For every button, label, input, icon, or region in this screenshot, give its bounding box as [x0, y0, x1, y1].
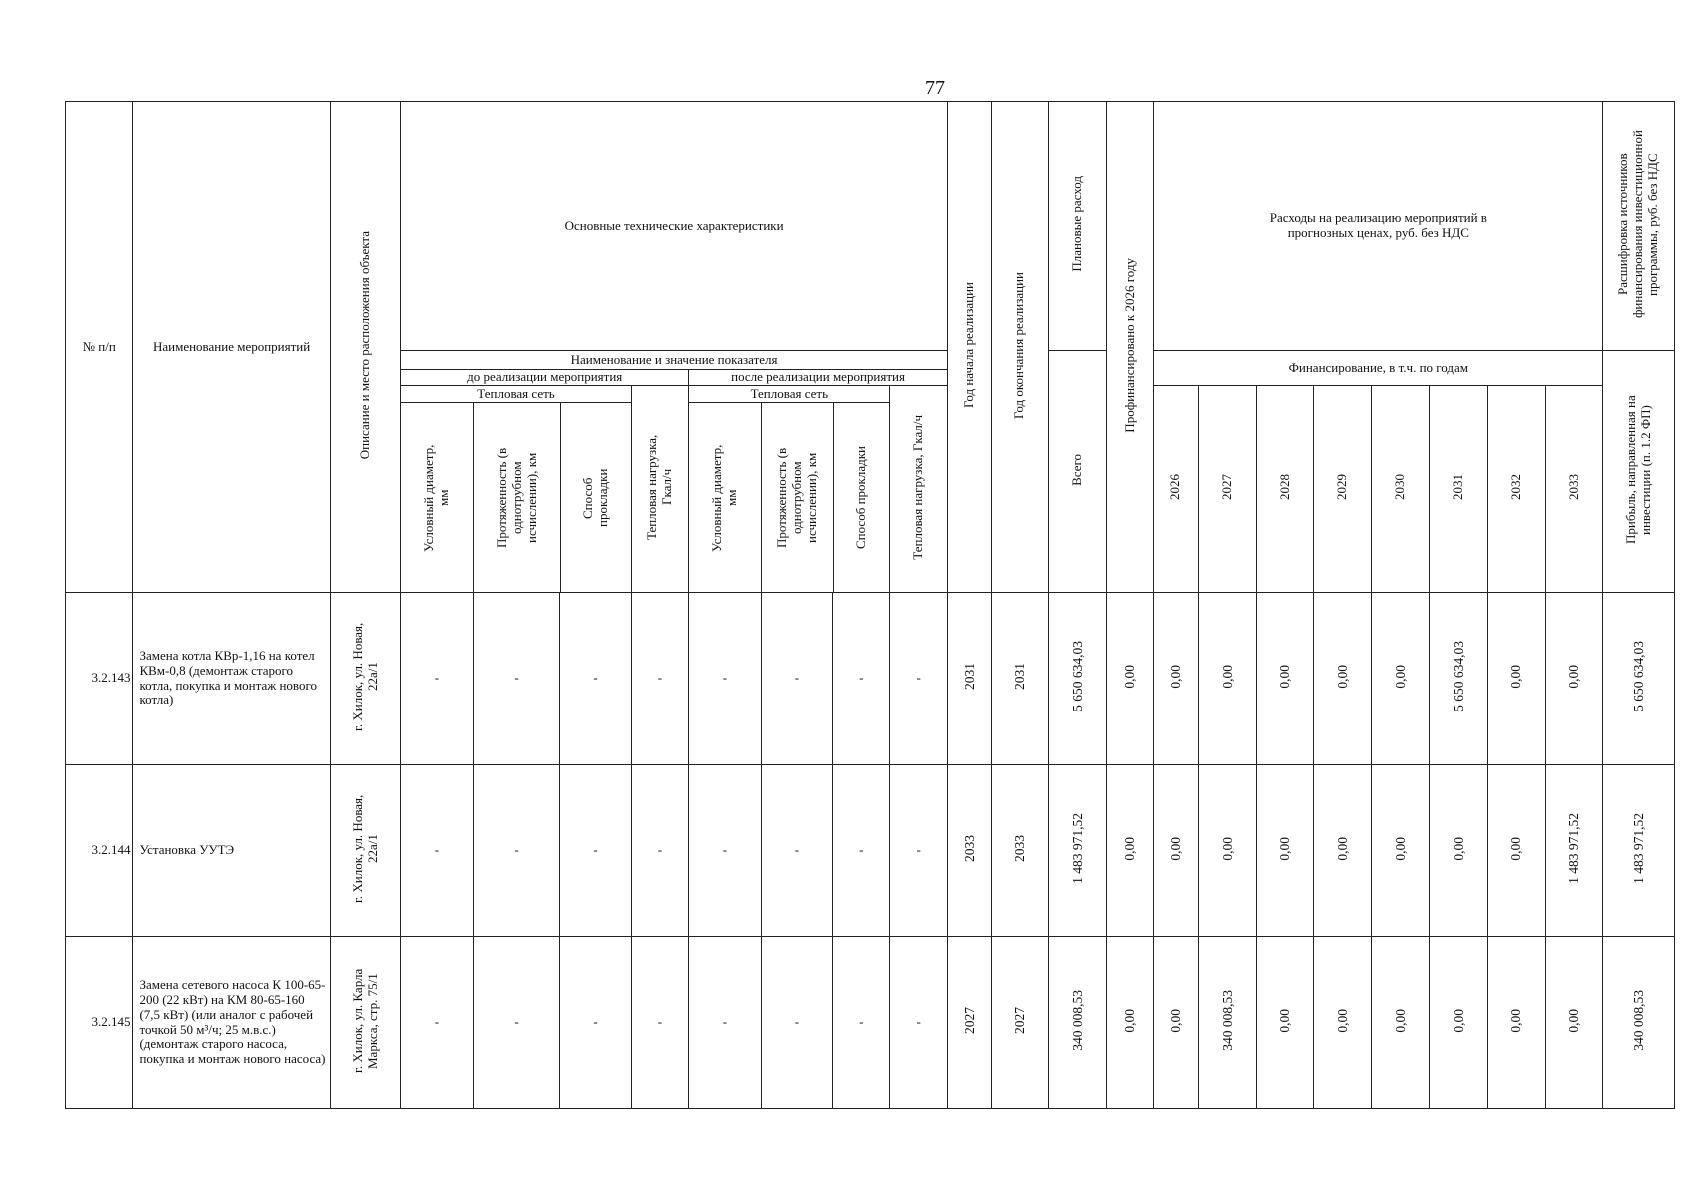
cell-year-text: 0,00 [1334, 664, 1350, 689]
cell-total-text: 340 008,53 [1069, 990, 1085, 1051]
header-expenses: Расходы на реализацию мероприятий в прогнозных ценах, руб. без НДС [1154, 102, 1603, 351]
cell-year [1198, 765, 1256, 937]
cell-year [1371, 593, 1429, 765]
cell-profit [1603, 593, 1675, 765]
row-location [330, 593, 400, 765]
header-load-before-text: Тепловая нагрузка, Гкал/ч [644, 434, 674, 540]
cell-profit-text: 1 483 971,52 [1630, 813, 1646, 884]
header-year-2030-text: 2030 [1391, 474, 1407, 501]
cell-start-year [947, 593, 991, 765]
cell-start-year [947, 765, 991, 937]
header-diameter-after [689, 403, 762, 592]
row-name: Замена сетевого насоса К 100-65-200 (22 кВт) на КМ 80-65-160 (7,5 кВт) (или аналог с рабочей точкой 50 м³/ч; 25 м.в.с.) (демонтаж старого насоса, покупка и монтаж нового насоса) [133, 937, 330, 1109]
cell-end-year [992, 593, 1048, 765]
cell-year [1154, 937, 1198, 1109]
cell-year-text: 340 008,53 [1219, 990, 1235, 1051]
cell-prefinanced [1107, 593, 1154, 765]
cell-year-text: 0,00 [1168, 664, 1184, 689]
cell-tech: - [890, 937, 947, 1109]
heat-network-after-label: Тепловая сеть [689, 386, 889, 403]
header-start-year [947, 102, 991, 593]
header-length-before-text: Протяженность (в однотрубном исчислении), км [493, 447, 539, 548]
header-end-year-text: Год окончания реализации [1011, 271, 1027, 419]
header-location-text: Описание и место расположения объекта [357, 230, 373, 460]
cell-year [1198, 937, 1256, 1109]
cell-year-text: 0,00 [1566, 664, 1582, 689]
cell-total-text: 1 483 971,52 [1069, 813, 1085, 884]
header-location [330, 102, 400, 593]
cell-year [1371, 765, 1429, 937]
table-row [66, 593, 1675, 765]
header-year-2027 [1198, 386, 1256, 593]
cell-prefinanced [1107, 765, 1154, 937]
cell-year [1430, 937, 1487, 1109]
cell-tech: - [473, 765, 560, 937]
heat-network-after-cols [689, 403, 889, 592]
cell-year [1487, 765, 1545, 937]
header-length-before [474, 403, 561, 592]
cell-start-year-text: 2027 [961, 1007, 977, 1035]
cell-total-text: 5 650 634,03 [1069, 641, 1085, 712]
header-row-1 [66, 102, 1675, 351]
header-planned [1048, 102, 1106, 351]
row-number: 3.2.143 [66, 593, 133, 765]
header-tech: Основные технические характеристики [401, 102, 948, 351]
cell-year [1154, 765, 1198, 937]
cell-tech: - [401, 593, 473, 765]
cell-tech: - [833, 765, 890, 937]
cell-tech: - [890, 765, 947, 937]
cell-total [1048, 937, 1106, 1109]
header-year-2033-text: 2033 [1565, 474, 1581, 501]
cell-year [1545, 765, 1602, 937]
header-year-2032-text: 2032 [1507, 474, 1523, 501]
header-year-2026-text: 2026 [1167, 474, 1183, 501]
cell-start-year-text: 2031 [961, 663, 977, 691]
cell-tech: - [560, 937, 631, 1109]
cell-year-text: 0,00 [1277, 1008, 1293, 1033]
header-start-year-text: Год начала реализации [961, 282, 977, 409]
cell-year-text: 0,00 [1168, 1008, 1184, 1033]
heat-network-before-grid [401, 386, 631, 592]
header-year-2027-text: 2027 [1218, 474, 1234, 501]
cell-end-year [992, 765, 1048, 937]
heat-network-before [401, 386, 632, 593]
header-year-2030 [1371, 386, 1429, 593]
cell-year-text: 0,00 [1277, 664, 1293, 689]
heat-network-before-label: Тепловая сеть [401, 386, 631, 403]
row-location-text: г. Хилок, ул. Новая, 22а/1 [349, 622, 380, 731]
header-year-2029 [1314, 386, 1371, 593]
header-diameter-after-text: Условный диаметр, мм [709, 443, 740, 552]
cell-year-text: 0,00 [1392, 664, 1408, 689]
header-year-2028 [1257, 386, 1314, 593]
page-number: 77 [925, 77, 945, 99]
header-year-2028-text: 2028 [1276, 474, 1292, 501]
header-diameter-before-text: Условный диаметр, мм [421, 443, 452, 552]
header-year-2032 [1487, 386, 1545, 593]
cell-year [1545, 937, 1602, 1109]
cell-year-text: 0,00 [1566, 1008, 1582, 1033]
cell-end-year [992, 937, 1048, 1109]
cell-year [1314, 937, 1371, 1109]
row-location [330, 937, 400, 1109]
header-method-before [561, 403, 631, 592]
cell-year [1257, 937, 1314, 1109]
header-year-2031 [1430, 386, 1487, 593]
cell-tech: - [473, 593, 560, 765]
cell-tech: - [560, 765, 631, 937]
cell-tech: - [689, 593, 761, 765]
header-year-2031-text: 2031 [1449, 474, 1465, 501]
cell-year-text: 1 483 971,52 [1566, 813, 1582, 884]
cell-total [1048, 593, 1106, 765]
header-name: Наименование мероприятий [133, 102, 330, 593]
header-diameter-before [401, 403, 474, 592]
row-name: Замена котла КВр-1,16 на котел КВм-0,8 (демонтаж старого котла, покупка и монтаж нового котла) [133, 593, 330, 765]
header-before: до реализации мероприятия [401, 370, 689, 386]
investment-table [65, 101, 1675, 1109]
header-load-after-text: Тепловая нагрузка, Гкал/ч [910, 414, 926, 560]
heat-network-after-grid [689, 386, 889, 592]
cell-tech: - [761, 593, 832, 765]
cell-year [1154, 593, 1198, 765]
header-length-after-text: Протяженность (в однотрубном исчислении), км [774, 447, 820, 548]
cell-tech: - [401, 765, 473, 937]
cell-tech: - [473, 937, 560, 1109]
cell-profit-text: 5 650 634,03 [1630, 641, 1646, 712]
cell-end-year-text: 2027 [1012, 1007, 1028, 1035]
cell-year [1257, 593, 1314, 765]
cell-tech: - [689, 937, 761, 1109]
row-location-text: г. Хилок, ул. Новая, 22а/1 [349, 794, 380, 903]
row-name: Установка УУТЭ [133, 765, 330, 937]
cell-tech: - [833, 593, 890, 765]
cell-year [1198, 593, 1256, 765]
cell-year-text: 0,00 [1392, 836, 1408, 861]
cell-prefinanced [1107, 937, 1154, 1109]
heat-network-after [689, 386, 890, 593]
header-end-year [992, 102, 1048, 593]
cell-year-text: 0,00 [1450, 836, 1466, 861]
cell-tech: - [761, 937, 832, 1109]
cell-year [1487, 937, 1545, 1109]
header-load-before [631, 386, 688, 593]
header-prefinanced-text: Профинансировано к 2026 году [1121, 257, 1137, 433]
cell-end-year-text: 2033 [1012, 835, 1028, 863]
header-method-after-text: Способ прокладки [853, 445, 869, 549]
header-total [1048, 351, 1106, 593]
table-row [66, 937, 1675, 1109]
cell-year [1545, 593, 1602, 765]
cell-tech: - [631, 937, 688, 1109]
header-financing: Финансирование, в т.ч. по годам [1154, 351, 1603, 386]
cell-year [1487, 593, 1545, 765]
cell-start-year-text: 2033 [961, 835, 977, 863]
cell-year-text: 0,00 [1219, 664, 1235, 689]
header-after: после реализации мероприятия [689, 370, 948, 386]
cell-year-text: 0,00 [1334, 1008, 1350, 1033]
header-load-after [890, 386, 947, 593]
cell-year-text: 0,00 [1219, 836, 1235, 861]
row-location-text: г. Хилок, ул. Карла Маркса, стр. 75/1 [349, 968, 380, 1073]
cell-prefinanced-text: 0,00 [1122, 836, 1138, 861]
cell-tech: - [689, 765, 761, 937]
cell-total [1048, 765, 1106, 937]
cell-tech: - [631, 765, 688, 937]
cell-year-text: 0,00 [1508, 836, 1524, 861]
cell-prefinanced-text: 0,00 [1122, 1008, 1138, 1033]
cell-year [1371, 937, 1429, 1109]
header-year-2026 [1154, 386, 1198, 593]
header-profit [1603, 351, 1675, 593]
cell-year [1314, 765, 1371, 937]
header-planned-text: Плановые расход [1068, 176, 1084, 272]
cell-year [1257, 765, 1314, 937]
header-year-2033 [1545, 386, 1602, 593]
header-indicator: Наименование и значение показателя [401, 351, 948, 370]
cell-prefinanced-text: 0,00 [1122, 664, 1138, 689]
cell-tech: - [761, 765, 832, 937]
row-location [330, 765, 400, 937]
cell-year-text: 0,00 [1392, 1008, 1408, 1033]
cell-tech: - [833, 937, 890, 1109]
table-row [66, 765, 1675, 937]
cell-year-text: 0,00 [1450, 1008, 1466, 1033]
cell-year [1430, 765, 1487, 937]
header-profit-text: Прибыль, направленная на инвестиции (п. 1.2 ФП) [1622, 395, 1653, 544]
cell-year-text: 5 650 634,03 [1450, 641, 1466, 712]
cell-year-text: 0,00 [1277, 836, 1293, 861]
cell-year-text: 0,00 [1508, 664, 1524, 689]
heat-network-before-cols [401, 403, 631, 592]
cell-tech: - [560, 593, 631, 765]
cell-year [1430, 593, 1487, 765]
cell-year-text: 0,00 [1334, 836, 1350, 861]
cell-profit [1603, 765, 1675, 937]
cell-profit-text: 340 008,53 [1630, 990, 1646, 1051]
header-sources-text: Расшифровка источников финансирования инвестиционной программы, руб. без НДС [1615, 130, 1661, 318]
cell-tech: - [631, 593, 688, 765]
cell-year-text: 0,00 [1168, 836, 1184, 861]
row-number: 3.2.144 [66, 765, 133, 937]
header-total-text: Всего [1068, 453, 1084, 486]
header-method-after [834, 403, 889, 592]
cell-year [1314, 593, 1371, 765]
header-length-after [762, 403, 834, 592]
header-method-before-text: Способ прокладки [580, 468, 610, 527]
header-year-2029-text: 2029 [1334, 474, 1350, 501]
row-number: 3.2.145 [66, 937, 133, 1109]
cell-profit [1603, 937, 1675, 1109]
header-no: № п/п [66, 102, 133, 593]
header-sources [1603, 102, 1675, 351]
cell-start-year [947, 937, 991, 1109]
cell-tech: - [401, 937, 473, 1109]
cell-end-year-text: 2031 [1012, 663, 1028, 691]
cell-year-text: 0,00 [1508, 1008, 1524, 1033]
cell-tech: - [890, 593, 947, 765]
header-prefinanced [1107, 102, 1154, 593]
